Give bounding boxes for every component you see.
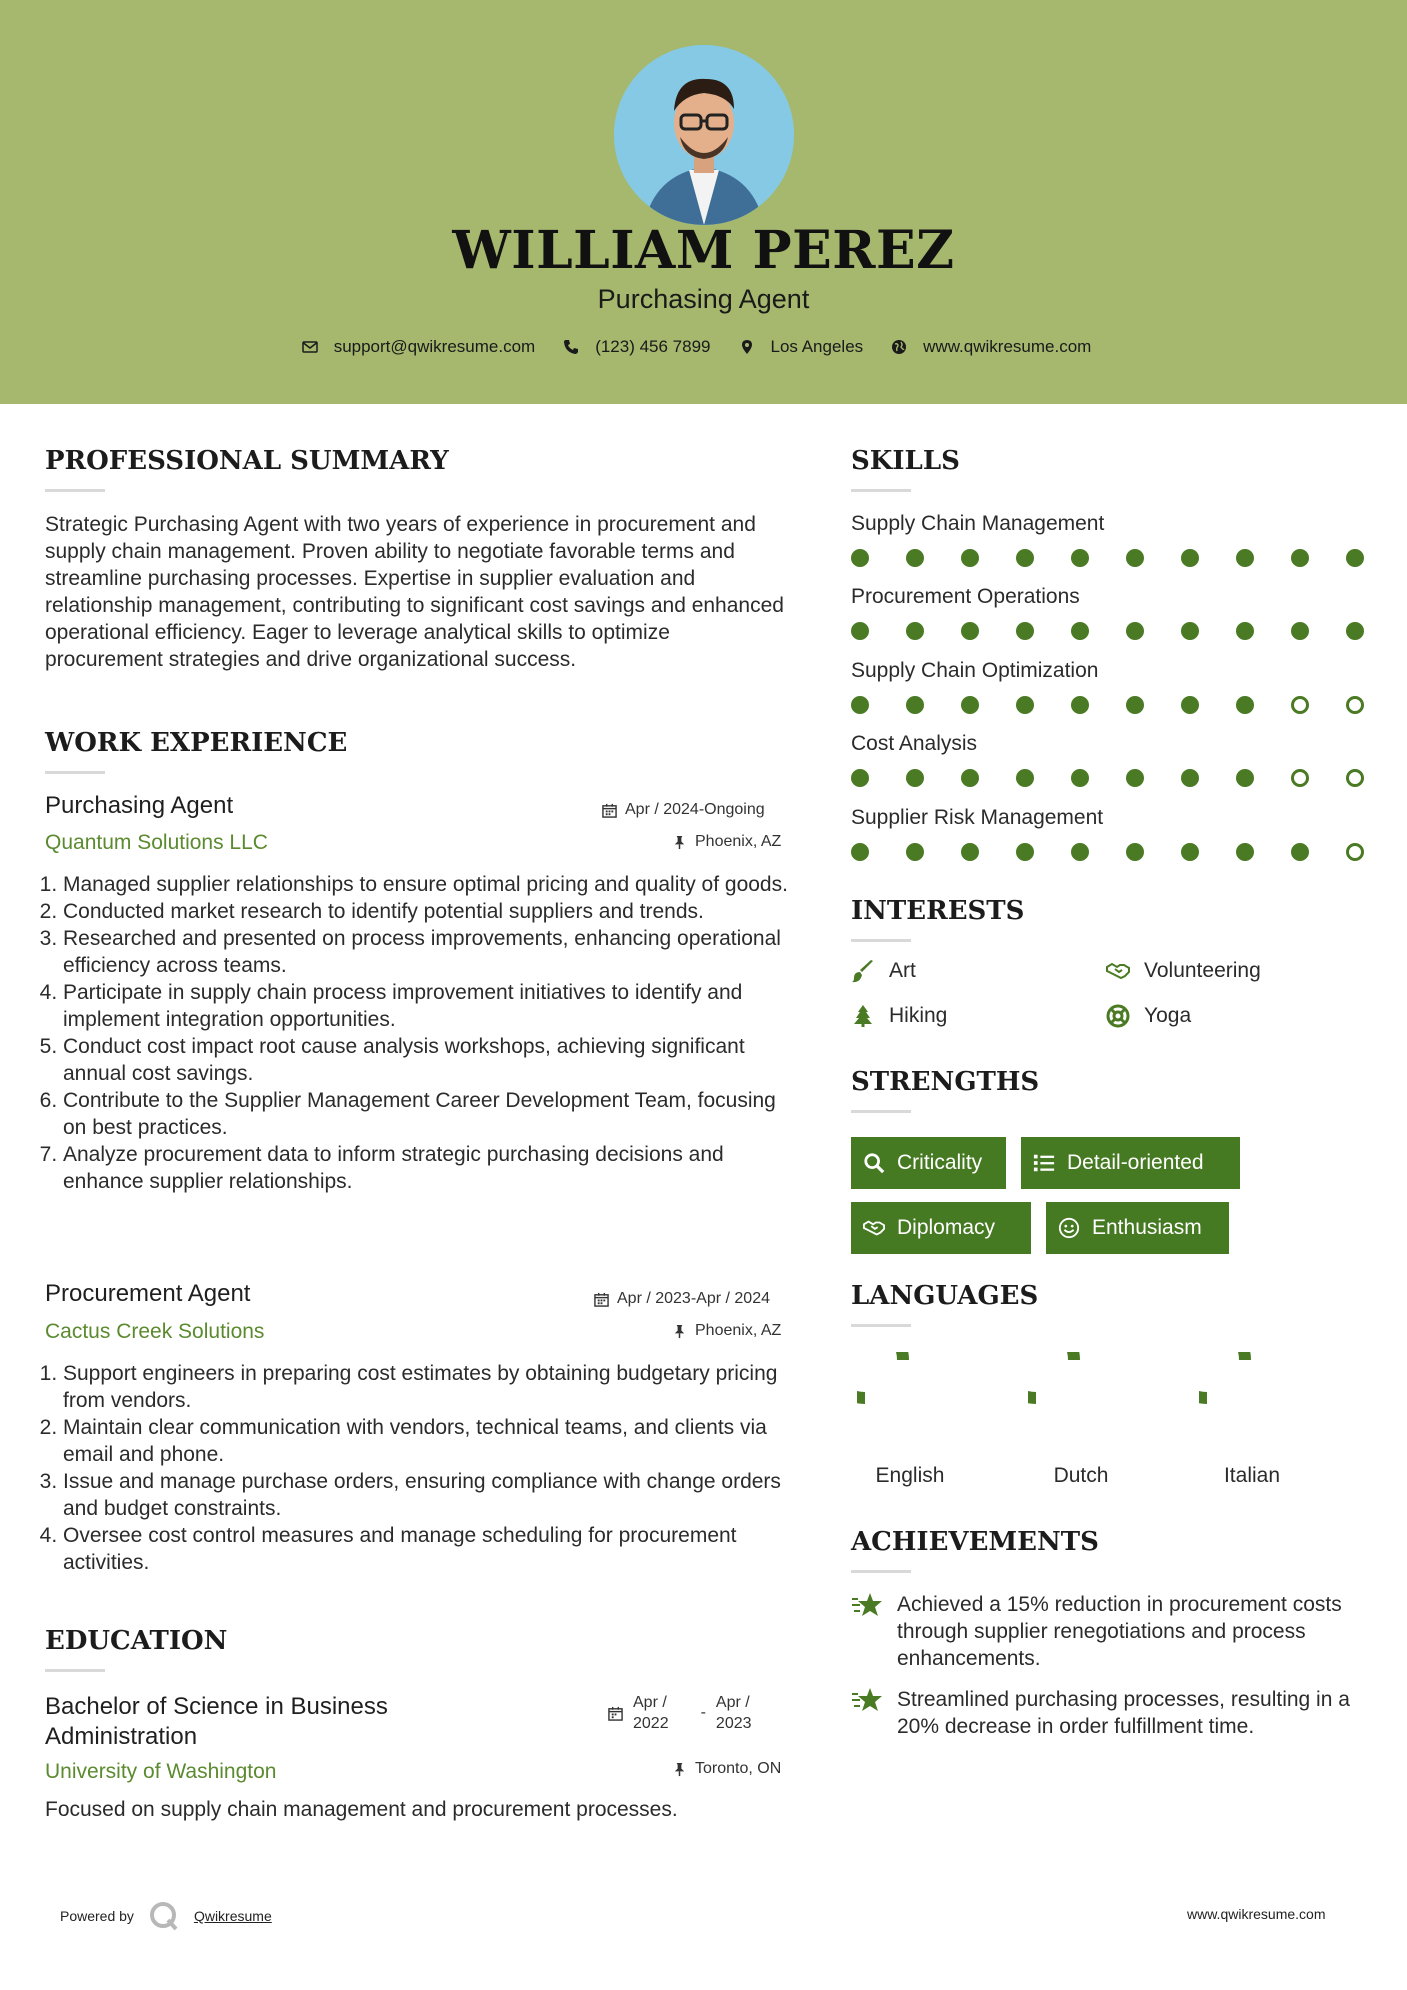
skill-dot-filled: [1181, 549, 1199, 567]
skill-dot-empty: [1346, 843, 1364, 861]
skill-dot-filled: [1291, 549, 1309, 567]
language-label: English: [875, 1464, 945, 1487]
skill-dot-filled: [961, 622, 979, 640]
skill-dot-filled: [1291, 843, 1309, 861]
interest-label: Art: [889, 959, 916, 982]
strength-label: Criticality: [897, 1151, 983, 1174]
education-dates: [608, 1692, 752, 1734]
skill-dot-filled: [1181, 622, 1199, 640]
achievement-text: Achieved a 15% reduction in procurement costs through supplier renegotiations and process enhancements.: [897, 1593, 1342, 1670]
skill-dot-filled: [961, 696, 979, 714]
contact-email-text: support@qwikresume.com: [333, 337, 536, 356]
duty-item: 3. Issue and manage purchase orders, ensuring compliance with change orders and budget constraints.: [63, 1468, 795, 1522]
pushpin-icon: [672, 1762, 687, 1777]
skill-dot-filled: [1236, 622, 1254, 640]
strength-tag: [1046, 1202, 1229, 1254]
skill-dot-filled: [906, 843, 924, 861]
powered-by-label: Powered by: [60, 1908, 134, 1924]
skill-dot-filled: [851, 622, 869, 640]
star-icon: [851, 1686, 883, 1714]
achievement-item: [851, 1686, 1371, 1740]
skill-dot-filled: [961, 769, 979, 787]
skill-dot-filled: [851, 843, 869, 861]
star-icon: [851, 1591, 883, 1619]
education-start: [633, 1692, 669, 1734]
achievements-rule: [851, 1570, 911, 1573]
contact-phone[interactable]: [563, 337, 710, 357]
skill-dot-filled: [1126, 843, 1144, 861]
language-ring: [857, 1352, 949, 1444]
education-start-month: Apr /: [633, 1694, 667, 1711]
skill-dot-filled: [1236, 696, 1254, 714]
job-2-dates-text: Apr / 2023-Apr / 2024: [617, 1290, 770, 1307]
education-description: Focused on supply chain management and procurement processes.: [45, 1798, 678, 1821]
skill-dot-filled: [851, 696, 869, 714]
candidate-name: WILLIAM PEREZ: [452, 220, 955, 281]
education-school: University of Washington: [45, 1760, 277, 1783]
skill-dot-filled: [1071, 843, 1089, 861]
duty-item: 2. Maintain clear communication with vendors, technical teams, and clients via email and phone.: [63, 1414, 795, 1468]
achievement-item: [851, 1591, 1371, 1672]
summary-rule: [45, 489, 105, 492]
qwikresume-link[interactable]: Qwikresume: [193, 1908, 272, 1924]
interest-item: [1106, 959, 1261, 983]
envelope-icon: [302, 339, 318, 355]
contact-website[interactable]: [891, 337, 1091, 357]
strengths-heading: STRENGTHS: [851, 1067, 1040, 1097]
contact-email[interactable]: [302, 337, 536, 357]
duty-item: 6. Contribute to the Supplier Management Career Development Team, focusing on best practices.: [63, 1087, 795, 1141]
skill-dot-filled: [906, 696, 924, 714]
job-2-dates: [594, 1290, 770, 1308]
achievements-heading: ACHIEVEMENTS: [851, 1527, 1099, 1557]
duty-item: 7. Analyze procurement data to inform strategic purchasing decisions and enhance supplier relationships.: [63, 1141, 795, 1195]
education-location: [672, 1760, 781, 1778]
skill-dot-filled: [1236, 843, 1254, 861]
resume-header: [0, 0, 1407, 404]
job-1-location: [672, 833, 781, 851]
summary-text: Strategic Purchasing Agent with two years of experience in procurement and supply chain management. Proven ability to negotiate favorable terms and streamline purchasing processes. Expertise in supplier evaluation and relationship management, contributing to significant cost savings and enhanced operational efficiency. Eager to leverage analytical skills to optimize procurement strategies and drive organizational success.: [45, 513, 784, 671]
education-end: [716, 1692, 752, 1734]
skill-dot-empty: [1291, 769, 1309, 787]
tree-icon: [851, 1004, 875, 1028]
degree-line-1: Bachelor of Science in Business: [45, 1693, 388, 1720]
strength-tag: [851, 1137, 1006, 1189]
degree-line-2: Administration: [45, 1723, 198, 1750]
calendar-icon: [594, 1292, 609, 1307]
skill-dot-filled: [1016, 622, 1034, 640]
job-1-location-text: Phoenix, AZ: [695, 833, 782, 850]
contact-bar: [0, 337, 1407, 357]
job-2-company: Cactus Creek Solutions: [45, 1320, 265, 1343]
skill-dot-empty: [1346, 769, 1364, 787]
skill-dot-filled: [1071, 769, 1089, 787]
pushpin-icon: [672, 835, 687, 850]
interest-item: [1106, 1004, 1191, 1028]
contact-location: [739, 337, 864, 357]
pushpin-icon: [672, 1324, 687, 1339]
duty-item: 5. Conduct cost impact root cause analysis workshops, achieving significant annual cost savings.: [63, 1033, 795, 1087]
skill-dot-filled: [906, 549, 924, 567]
skill-name: Procurement Operations: [851, 585, 1080, 608]
job-1-dates: [602, 801, 765, 819]
phone-icon: [563, 339, 579, 355]
skill-dot-filled: [1071, 696, 1089, 714]
skill-dot-filled: [1236, 549, 1254, 567]
skill-dot-filled: [1126, 769, 1144, 787]
interest-label: Yoga: [1144, 1004, 1192, 1027]
skill-dot-filled: [1346, 622, 1364, 640]
calendar-icon: [602, 803, 617, 818]
skill-dot-filled: [906, 769, 924, 787]
job-1-company: Quantum Solutions LLC: [45, 831, 268, 854]
interest-label: Hiking: [889, 1004, 948, 1027]
interest-label: Volunteering: [1144, 959, 1261, 982]
skill-name: Supplier Risk Management: [851, 806, 1104, 829]
interest-item: [851, 1004, 947, 1028]
experience-rule: [45, 771, 105, 774]
duty-item: 4. Oversee cost control measures and manage scheduling for procurement activities.: [63, 1522, 795, 1576]
handshake-icon: [863, 1217, 885, 1239]
strengths-rule: [851, 1110, 911, 1113]
duty-item: 3. Researched and presented on process improvements, enhancing operational efficiency across teams.: [63, 925, 795, 979]
skill-dot-filled: [961, 843, 979, 861]
language-ring-arc: [857, 1352, 903, 1398]
education-heading: EDUCATION: [45, 1626, 228, 1656]
job-1-duties: [45, 871, 795, 1195]
handshake-icon: [1106, 959, 1130, 983]
language-label: Dutch: [1053, 1464, 1109, 1487]
education-location-text: Toronto, ON: [695, 1760, 782, 1777]
skill-dot-filled: [906, 622, 924, 640]
duty-item: 1. Managed supplier relationships to ensure optimal pricing and quality of goods.: [63, 871, 795, 898]
summary-heading: PROFESSIONAL SUMMARY: [45, 446, 449, 476]
skill-dot-filled: [1346, 549, 1364, 567]
education-start-year: 2022: [633, 1715, 669, 1732]
job-2-duties: [45, 1360, 795, 1576]
skill-dot-filled: [1126, 622, 1144, 640]
interest-item: [851, 959, 916, 983]
skill-dot-filled: [1016, 549, 1034, 567]
strength-label: Enthusiasm: [1092, 1216, 1202, 1239]
skill-name: Supply Chain Management: [851, 512, 1105, 535]
duty-item: 1. Support engineers in preparing cost estimates by obtaining budgetary pricing from vendors.: [63, 1360, 795, 1414]
experience-heading: WORK EXPERIENCE: [45, 728, 348, 758]
globe-icon: [891, 339, 907, 355]
skill-dot-filled: [1181, 769, 1199, 787]
skill-dot-filled: [1016, 769, 1034, 787]
skill-dot-filled: [1181, 696, 1199, 714]
skill-dot-filled: [1071, 622, 1089, 640]
skill-name: Cost Analysis: [851, 732, 978, 755]
skill-dot-filled: [851, 769, 869, 787]
job-2-location: [672, 1322, 781, 1340]
footer-url[interactable]: www.qwikresume.com: [1187, 1906, 1326, 1922]
contact-location-text: Los Angeles: [770, 337, 864, 356]
person-portrait-icon: [614, 45, 794, 225]
contact-website-text: www.qwikresume.com: [923, 337, 1092, 356]
job-1-dates-text: Apr / 2024-Ongoing: [625, 801, 765, 818]
skill-dot-filled: [1291, 622, 1309, 640]
job-1-title: Purchasing Agent: [45, 792, 234, 819]
duty-item: 4. Participate in supply chain process improvement initiatives to identify and implement integration opportunities.: [63, 979, 795, 1033]
skill-dot-filled: [1016, 696, 1034, 714]
skill-dot-empty: [1346, 696, 1364, 714]
education-rule: [45, 1669, 105, 1672]
interests-rule: [851, 939, 911, 942]
degree-title: [45, 1692, 388, 1752]
skill-dot-filled: [1126, 549, 1144, 567]
skill-dot-filled: [1126, 696, 1144, 714]
candidate-title: Purchasing Agent: [597, 284, 810, 314]
education-date-dash: -: [700, 1704, 706, 1721]
lifebuoy-icon: [1106, 1004, 1130, 1028]
skill-dot-filled: [1016, 843, 1034, 861]
smile-icon: [1058, 1217, 1080, 1239]
map-pin-icon: [739, 339, 755, 355]
language-ring: [1028, 1352, 1120, 1444]
education-end-month: Apr /: [715, 1694, 750, 1711]
paintbrush-icon: [851, 959, 875, 983]
language-ring: [1199, 1352, 1291, 1444]
duty-item: 2. Conducted market research to identify potential suppliers and trends.: [63, 898, 795, 925]
languages-heading: LANGUAGES: [851, 1281, 1039, 1311]
interests-heading: INTERESTS: [851, 896, 1025, 926]
qwikresume-logo-icon: [148, 1900, 180, 1932]
skill-dot-filled: [1071, 549, 1089, 567]
skill-dot-empty: [1291, 696, 1309, 714]
achievement-text: Streamlined purchasing processes, resulting in a 20% decrease in order fulfillment time.: [897, 1688, 1350, 1738]
language-ring-arc: [1199, 1352, 1245, 1398]
language-label: Italian: [1223, 1464, 1281, 1487]
search-icon: [863, 1152, 885, 1174]
skill-dot-filled: [851, 549, 869, 567]
calendar-icon: [608, 1706, 623, 1721]
skill-dot-filled: [1181, 843, 1199, 861]
skills-rule: [851, 489, 911, 492]
strength-label: Detail-oriented: [1067, 1151, 1204, 1174]
contact-phone-text: (123) 456 7899: [595, 337, 711, 356]
education-end-year: 2023: [715, 1715, 752, 1732]
profile-photo: [614, 45, 794, 225]
strength-tag: [1021, 1137, 1240, 1189]
strength-label: Diplomacy: [897, 1216, 996, 1239]
job-2-location-text: Phoenix, AZ: [695, 1322, 782, 1339]
skill-dot-filled: [1236, 769, 1254, 787]
strength-tag: [851, 1202, 1031, 1254]
languages-rule: [851, 1324, 911, 1327]
list-icon: [1033, 1152, 1055, 1174]
job-2-title: Procurement Agent: [45, 1280, 251, 1307]
language-ring-arc: [1028, 1352, 1074, 1398]
skill-dot-filled: [961, 549, 979, 567]
skills-heading: SKILLS: [851, 446, 960, 476]
skill-name: Supply Chain Optimization: [851, 659, 1099, 682]
footer-branding: [60, 1900, 272, 1932]
